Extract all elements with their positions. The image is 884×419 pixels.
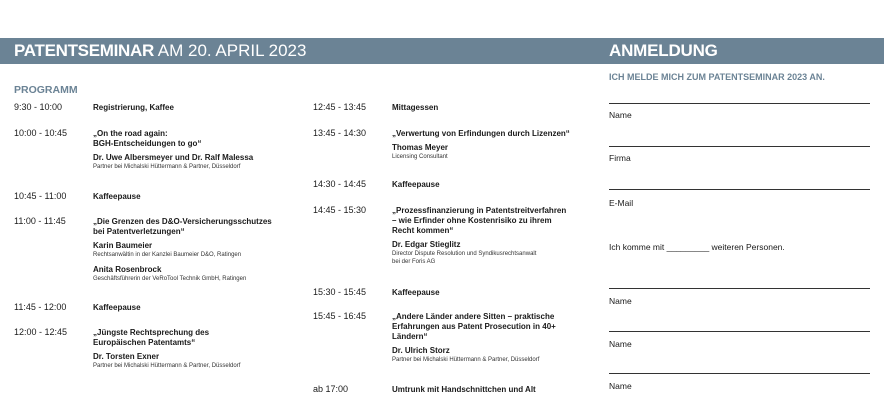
form-field-label: E-Mail: [609, 198, 634, 208]
speaker-name: Dr. Ulrich Storz: [392, 346, 450, 355]
speaker-affiliation: Partner bei Michalski Hüttermann & Partner, Düsseldorf: [93, 363, 241, 369]
schedule-entry: [93, 103, 174, 113]
entry-title-line: „Prozessfinanzierung in Patentstreitverfahren: [392, 206, 567, 215]
speaker-name: Thomas Meyer: [392, 143, 449, 152]
entry-title-line: BGH-Entscheidungen to go“: [93, 139, 202, 148]
guests-count-text[interactable]: Ich komme mit _________ weiteren Personen.: [609, 242, 785, 252]
entry-title-line: „Andere Länder andere Sitten – praktische: [392, 312, 555, 321]
entry-title-line: Kaffeepause: [392, 288, 440, 297]
entry-title-line: – wie Erfinder ohne Kostenrisiko zu ihrem: [392, 216, 552, 225]
speaker-name: Dr. Uwe Albersmeyer und Dr. Ralf Malessa: [93, 153, 254, 162]
speaker-name: Dr. Torsten Exner: [93, 352, 160, 361]
entry-title-line: „Jüngste Rechtsprechung des: [93, 328, 210, 337]
schedule-entry: [392, 129, 570, 161]
speaker-name: Anita Rosenbrock: [93, 265, 162, 274]
entry-title-line: Mittagessen: [392, 103, 439, 112]
registration-title: ANMELDUNG: [609, 41, 718, 60]
form-field-line[interactable]: [609, 189, 870, 190]
speaker-name: Dr. Edgar Stieglitz: [392, 240, 461, 249]
schedule-time: 15:30 - 15:45: [313, 287, 367, 297]
header-banner: [0, 38, 884, 64]
seminar-title: [14, 38, 306, 64]
form-field-line[interactable]: [609, 146, 870, 147]
entry-title-line: „Die Grenzen des D&O-Versicherungsschutzes: [93, 217, 272, 226]
seminar-title-date: AM 20. APRIL 2023: [153, 41, 307, 60]
entry-title-line: Umtrunk mit Handschnittchen und Alt: [392, 385, 536, 394]
schedule-entry: [392, 180, 440, 190]
schedule-entry: [93, 129, 253, 171]
schedule-time: 11:00 - 11:45: [14, 216, 66, 226]
entry-title-line: Kaffeepause: [93, 303, 141, 312]
entry-title-line: bei Patentverletzungen“: [93, 227, 185, 236]
entry-title-line: Erfahrungen aus Patent Prosecution in 40+: [392, 322, 556, 331]
seminar-title-bold: PATENTSEMINAR: [14, 41, 154, 60]
schedule-time: 10:00 - 10:45: [14, 128, 68, 138]
form-field-label: Name: [609, 381, 632, 391]
entry-title-line: Kaffeepause: [93, 192, 141, 201]
schedule-entry: [93, 217, 272, 283]
schedule-time: 11:45 - 12:00: [14, 302, 67, 312]
speaker-affiliation: Licensing Consultant: [392, 154, 448, 160]
schedule-entry: [392, 206, 566, 266]
schedule-entry: [93, 192, 141, 202]
schedule-entry: [392, 385, 536, 395]
schedule-time: 13:45 - 14:30: [313, 128, 367, 138]
schedule-entry: [93, 303, 141, 313]
speaker-affiliation: Rechtsanwältin in der Kanzlei Baumeier D&O, Ratingen: [93, 252, 242, 258]
entry-title-line: „Verwertung von Erfindungen durch Lizenzen“: [392, 129, 570, 138]
entry-title-line: Europäischen Patentamts“: [93, 338, 196, 347]
form-field-label: Name: [609, 339, 632, 349]
form-field-line[interactable]: [609, 373, 870, 374]
registration-subtitle: ICH MELDE MICH ZUM PATENTSEMINAR 2023 AN.: [609, 72, 825, 82]
schedule-entry: [93, 328, 240, 370]
form-field-line[interactable]: [609, 103, 870, 104]
form-field-label: Name: [609, 296, 632, 306]
entry-title-line: Ländern“: [392, 332, 428, 341]
schedule-time: 12:45 - 13:45: [313, 102, 367, 112]
entry-title-line: Registrierung, Kaffee: [93, 103, 174, 112]
speaker-affiliation: Partner bei Michalski Hüttermann & Partner, Düsseldorf: [93, 164, 241, 170]
schedule-time: ab 17:00: [313, 384, 349, 394]
speaker-affiliation: Geschäftsführerin der VeRoTool Technik GmbH, Ratingen: [93, 276, 247, 282]
speaker-affiliation: Partner bei Michalski Hüttermann & Partner, Düsseldorf: [392, 357, 540, 363]
form-field-line[interactable]: [609, 288, 870, 289]
form-field-label: Name: [609, 110, 632, 120]
speaker-name: Karin Baumeier: [93, 241, 153, 250]
schedule-time: 12:00 - 12:45: [14, 327, 68, 337]
schedule-entry: [392, 312, 556, 364]
entry-title-line: Recht kommen“: [392, 226, 454, 235]
schedule-time: 14:30 - 14:45: [313, 179, 367, 189]
schedule-time: 14:45 - 15:30: [313, 205, 367, 215]
schedule-entry: [392, 103, 438, 113]
entry-title-line: Kaffeepause: [392, 180, 440, 189]
entry-title-line: „On the road again:: [93, 129, 168, 138]
schedule-time: 10:45 - 11:00: [14, 191, 67, 201]
speaker-affiliation: bei der Foris AG: [392, 259, 436, 265]
schedule-entry: [392, 288, 440, 298]
schedule-time: 9:30 - 10:00: [14, 102, 63, 112]
program-label: PROGRAMM: [14, 84, 78, 96]
form-field-label: Firma: [609, 153, 631, 163]
speaker-affiliation: Director Dispute Resolution und Syndikusrechtsanwalt: [392, 251, 537, 257]
schedule-time: 15:45 - 16:45: [313, 311, 367, 321]
form-field-line[interactable]: [609, 331, 870, 332]
